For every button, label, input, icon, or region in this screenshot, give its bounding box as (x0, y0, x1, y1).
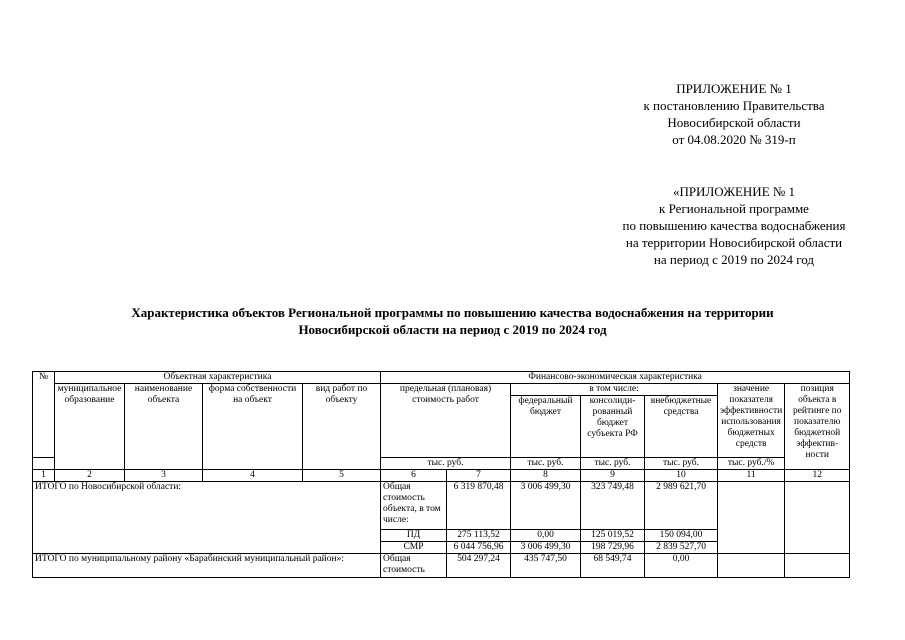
efficiency-cell (718, 482, 785, 554)
appendix-line: на территории Новосибирской области (625, 235, 843, 250)
pd-federal-value: 0,00 (511, 530, 581, 542)
total-cost-value: 6 319 870,48 (447, 482, 511, 530)
header-federal-budget: федеральный бюджет (511, 396, 581, 458)
header-object-name: наименование объекта (125, 384, 203, 458)
header-off-budget: внебюджетные средства (645, 396, 718, 458)
appendix-line: по повышению качества водоснабжения (622, 218, 846, 233)
appendix-line: к Региональной программе (659, 201, 809, 216)
smr-off-budget-value: 2 839 527,70 (645, 542, 718, 554)
header-work-type: вид работ по объекту (303, 384, 381, 458)
pd-label: ПД (381, 530, 447, 542)
unit-off-budget: тыс. руб. (645, 458, 718, 470)
appendix-block-government-decree (600, 80, 868, 148)
header-number: № (33, 372, 55, 458)
column-number: 8 (511, 470, 581, 482)
document-title (40, 304, 865, 338)
units-cell-empty (33, 458, 55, 470)
document-title-line: Характеристика объектов Региональной программы по повышению качества водоснабжения на территории (131, 305, 774, 320)
header-consolidated-budget: консолиди-рованный бюджет субъекта РФ (581, 396, 645, 458)
column-number: 5 (303, 470, 381, 482)
pd-cost-value: 275 113,52 (447, 530, 511, 542)
rating-cell (785, 482, 850, 554)
table-row (33, 554, 850, 578)
appendix-line: к постановлению Правительства (643, 98, 825, 113)
header-object-characteristic: Объектная характеристика (55, 372, 381, 384)
appendix-block-regional-program (595, 183, 873, 268)
unit-federal: тыс. руб. (511, 458, 581, 470)
header-municipality: муниципальное образование (55, 384, 125, 458)
total-barabinsk-label: ИТОГО по муниципальному району «Барабинский муниципальный район»: (33, 554, 381, 578)
unit-efficiency: тыс. руб./% (718, 458, 785, 470)
total-cost-label: Общая стоимость объекта, в том числе: (381, 482, 447, 530)
appendix-line: на период с 2019 по 2024 год (653, 252, 815, 267)
header-including: в том числе: (511, 384, 718, 396)
units-cell-empty (125, 458, 203, 470)
units-cell-empty (55, 458, 125, 470)
column-number: 7 (447, 470, 511, 482)
smr-consolidated-value: 198 729,96 (581, 542, 645, 554)
header-planned-cost: предельная (плановая) стоимость работ (381, 384, 511, 458)
smr-label: СМР (381, 542, 447, 554)
pd-consolidated-value: 125 019,52 (581, 530, 645, 542)
pd-off-budget-value: 150 094,00 (645, 530, 718, 542)
column-number: 11 (718, 470, 785, 482)
total-region-label: ИТОГО по Новосибирской области: (33, 482, 381, 554)
header-ownership: форма собственности на объект (203, 384, 303, 458)
unit-cost: тыс. руб. (381, 458, 511, 470)
smr-cost-value: 6 044 756,96 (447, 542, 511, 554)
column-number: 6 (381, 470, 447, 482)
column-number: 12 (785, 470, 850, 482)
rating-cell (785, 554, 850, 578)
appendix-line: Новосибирской области (667, 115, 801, 130)
column-numbers-row (33, 470, 850, 482)
units-cell-empty (303, 458, 381, 470)
column-number: 4 (203, 470, 303, 482)
unit-consolidated: тыс. руб. (581, 458, 645, 470)
column-number: 3 (125, 470, 203, 482)
total-cost-label: Общая стоимость (381, 554, 447, 578)
header-efficiency: значение показателя эффективности использования бюджетных средств (718, 384, 785, 458)
document-title-line: Новосибирской области на период с 2019 по 2024 год (298, 322, 607, 337)
appendix-line: ПРИЛОЖЕНИЕ № 1 (676, 81, 792, 96)
total-off-budget-value: 2 989 621,70 (645, 482, 718, 530)
total-cost-value: 504 297,24 (447, 554, 511, 578)
column-number: 10 (645, 470, 718, 482)
smr-federal-value: 3 006 499,30 (511, 542, 581, 554)
total-consolidated-value: 68 549,74 (581, 554, 645, 578)
column-number: 2 (55, 470, 125, 482)
total-consolidated-value: 323 749,48 (581, 482, 645, 530)
column-number: 1 (33, 470, 55, 482)
total-federal-value: 3 006 499,30 (511, 482, 581, 530)
efficiency-cell (718, 554, 785, 578)
total-off-budget-value: 0,00 (645, 554, 718, 578)
appendix-line: от 04.08.2020 № 319-п (672, 132, 796, 147)
total-federal-value: 435 747,50 (511, 554, 581, 578)
table-row (33, 482, 850, 530)
header-rating: позиция объекта в рейтинге по показателю бюджетной эффектив-ности (785, 384, 850, 470)
units-cell-empty (203, 458, 303, 470)
objects-table (32, 371, 850, 578)
column-number: 9 (581, 470, 645, 482)
appendix-line: «ПРИЛОЖЕНИЕ № 1 (672, 184, 796, 199)
header-financial-characteristic: Финансово-экономическая характеристика (381, 372, 850, 384)
